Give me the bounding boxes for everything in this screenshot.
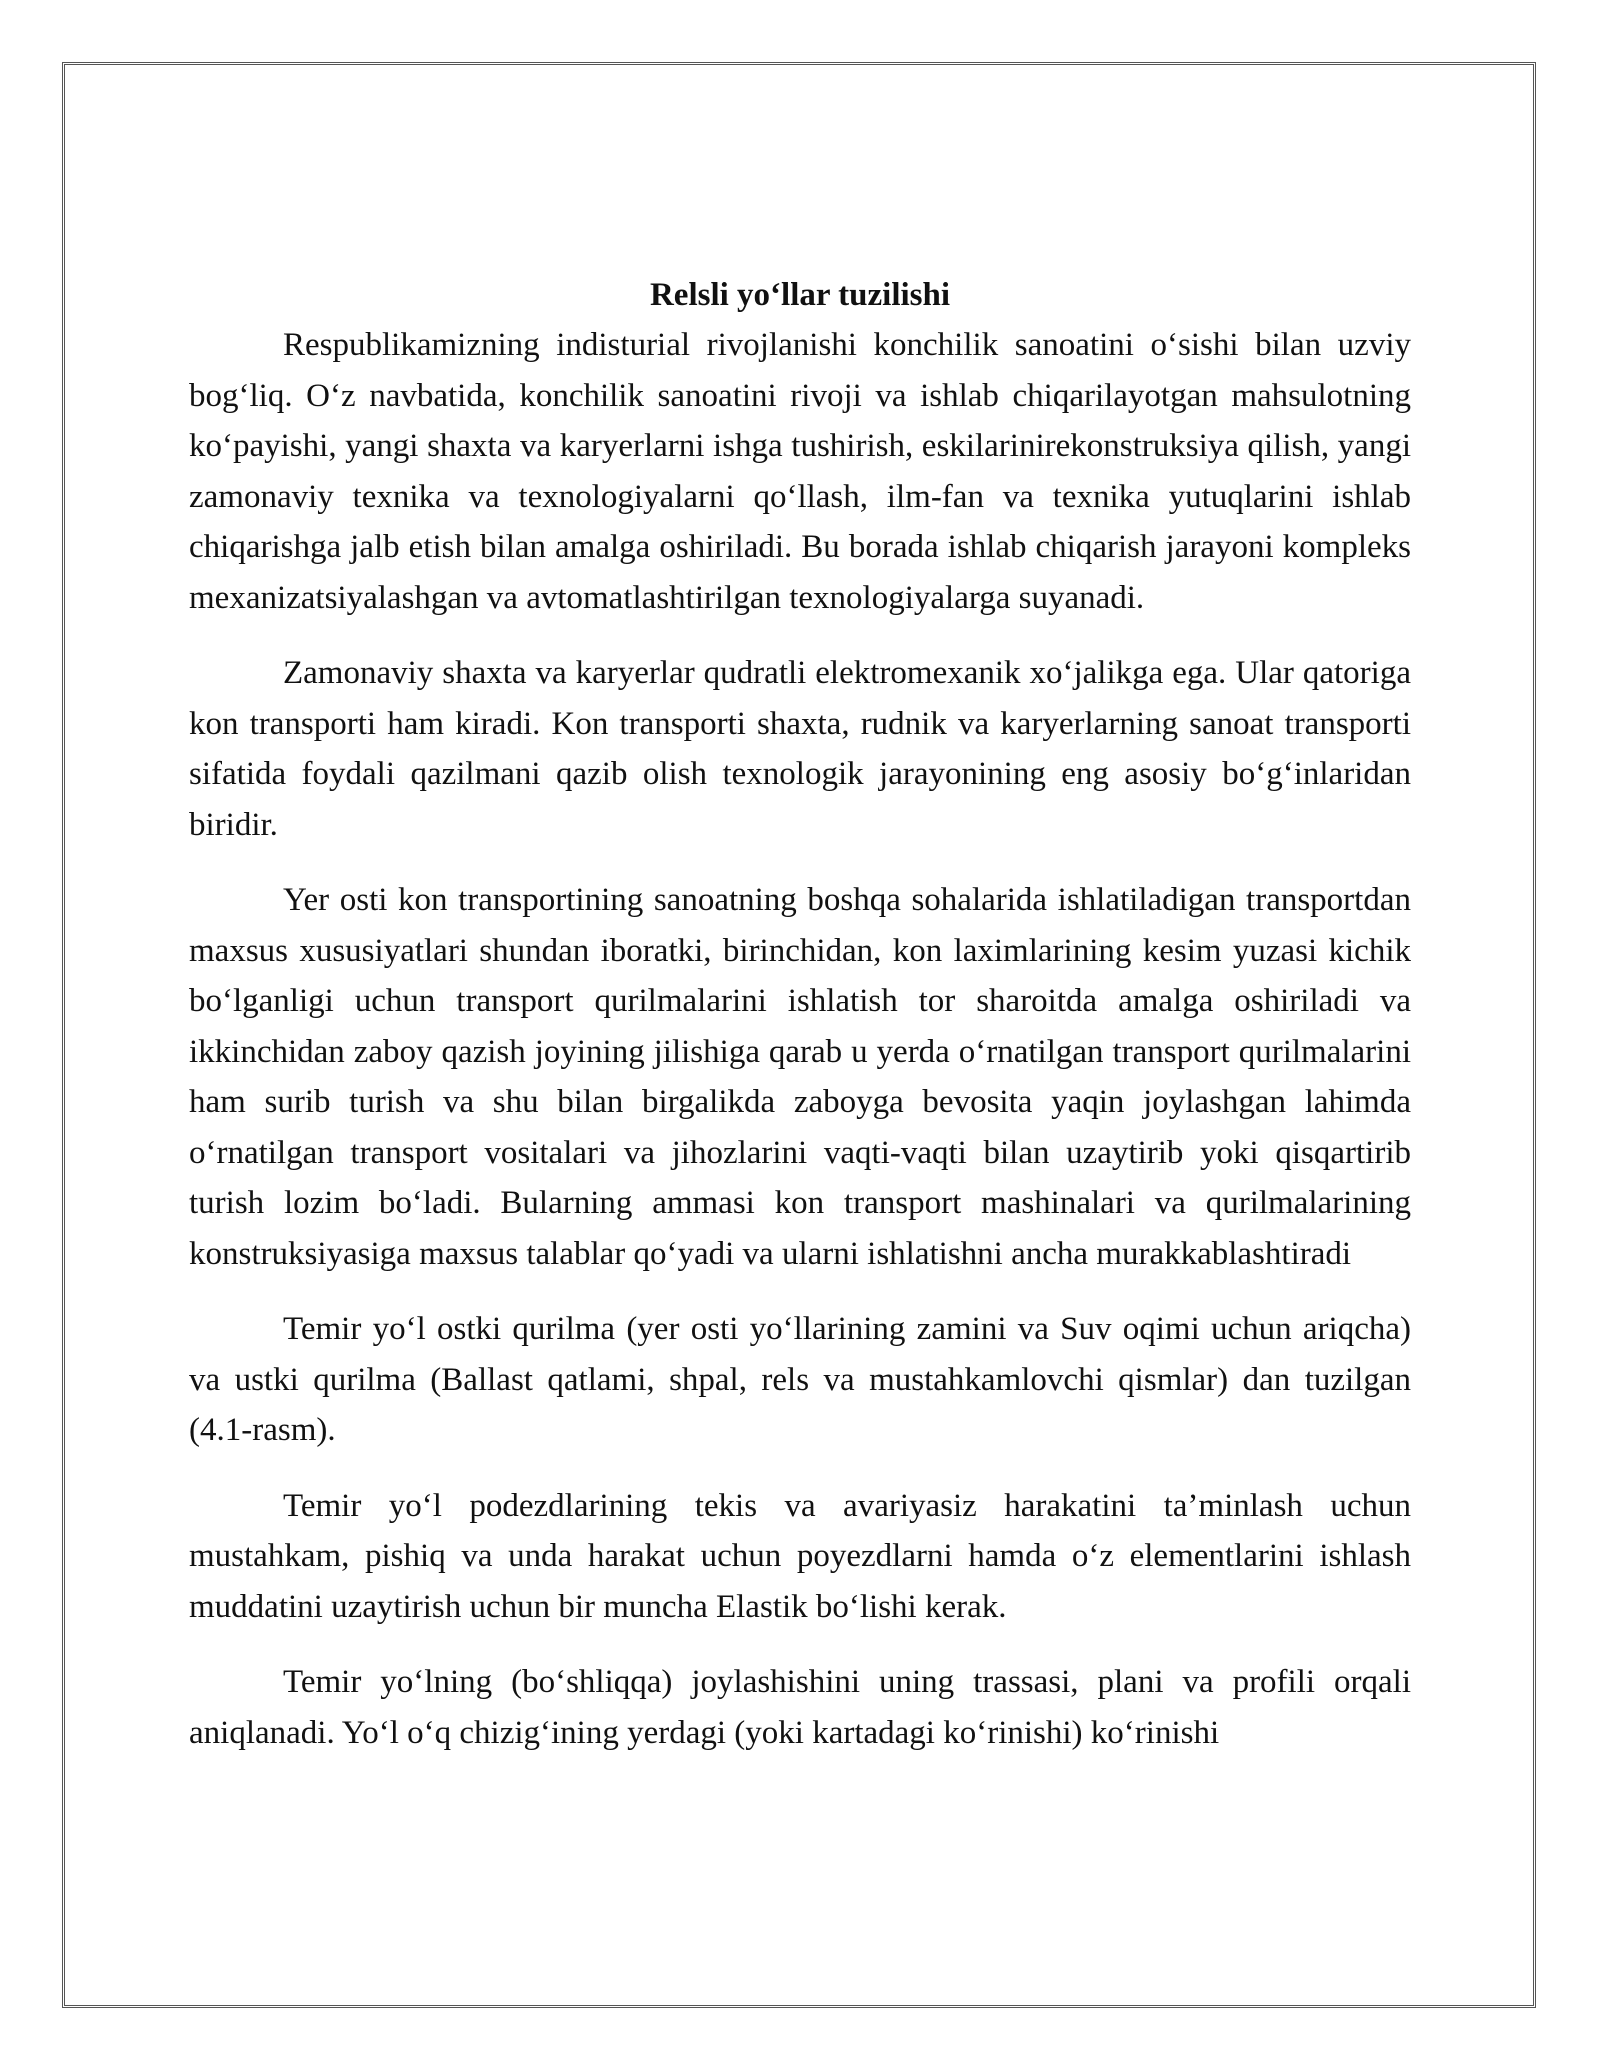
document-body	[189, 270, 1411, 1758]
document-title: Relsli yo‘llar tuzilishi	[649, 277, 951, 313]
paragraph-1: Respublikamizning indisturial rivojlanishi konchilik sanoatini o‘sishi bilan uzviy bog‘liq. O‘z navbatida, konchilik sanoatini rivoji va ishlab chiqarilayotgan mahsulotning ko‘payishi, yangi shaxta va karyerlarni ishga tushirish, eskilarinirekonstruksiya qilish, yangi zamonaviy texnika va texnologiyalarni qo‘llash, ilm-fan va texnika yutuqlarini ishlab chiqarishga jalb etish bilan amalga oshiriladi. Bu borada ishlab chiqarish jarayoni kompleks mexanizatsiyalashgan va avtomatlashtirilgan texnologiyalarga suyanadi.	[189, 327, 1411, 616]
paragraph-6: Temir yo‘lning (bo‘shliqqa) joylashishini uning trassasi, plani va profili orqali aniqlanadi. Yo‘l o‘q chizig‘ining yerdagi (yoki kartadagi ko‘rinishi) ko‘rinishi	[189, 1664, 1411, 1751]
paragraph-3: Yer osti kon transportining sanoatning boshqa sohalarida ishlatiladigan transportdan maxsus xususiyatlari shundan iboratki, birinchidan, kon laximlarining kesim yuzasi kichik bo‘lganligi uchun transport qurilmalarini ishlatish tor sharoitda amalga oshiriladi va ikkinchidan zaboy qazish joyining jilishiga qarab u yerda o‘rnatilgan transport qurilmalarini ham surib turish va shu bilan birgalikda zaboyga bevosita yaqin joylashgan lahimda o‘rnatilgan transport vositalari va jihozlarini vaqti-vaqti bilan uzaytirib yoki qisqartirib turish lozim bo‘ladi. Bularning ammasi kon transport mashinalari va qurilmalarining konstruksiyasiga maxsus talablar qo‘yadi va ularni ishlatishni ancha murakkablashtiradi	[189, 882, 1411, 1272]
paragraph-2: Zamonaviy shaxta va karyerlar qudratli elektromexanik xo‘jalikga ega. Ular qatoriga kon transporti ham kiradi. Kon transporti shaxta, rudnik va karyerlarning sanoat transporti sifatida foydali qazilmani qazib olish texnologik jarayonining eng asosiy bo‘g‘inlaridan biridir.	[189, 655, 1411, 843]
paragraph-4: Temir yo‘l ostki qurilma (yer osti yo‘llarining zamini va Suv oqimi uchun ariqcha) va ustki qurilma (Ballast qatlami, shpal, rels va mustahkamlovchi qismlar) dan tuzilgan (4.1-rasm).	[189, 1311, 1411, 1448]
paragraph-5: Temir yo‘l podezdlarining tekis va avariyasiz harakatini ta’minlash uchun mustahkam, pishiq va unda harakat uchun poyezdlarni hamda o‘z elementlarini ishlash muddatini uzaytirish uchun bir muncha Elastik bo‘lishi kerak.	[189, 1487, 1411, 1625]
